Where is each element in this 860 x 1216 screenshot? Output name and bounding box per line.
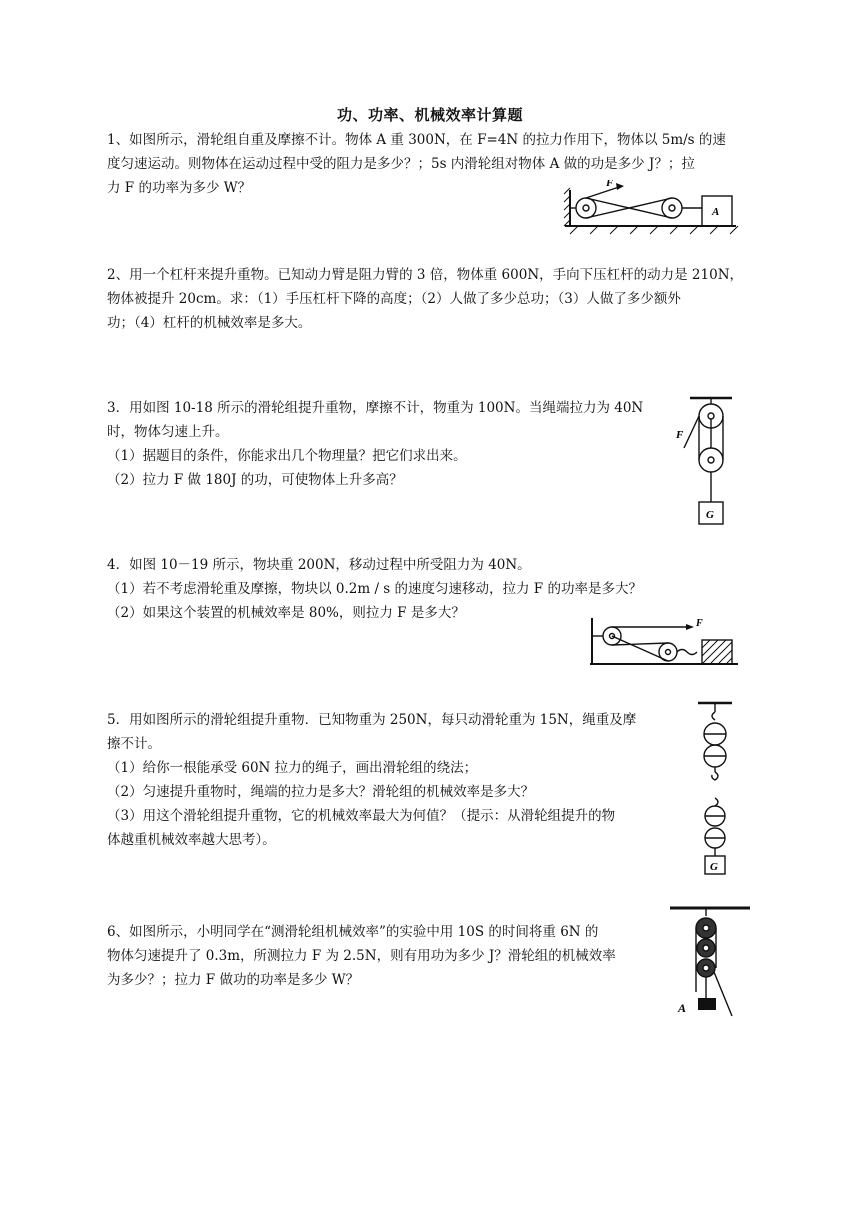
figure-4-pulley-block bbox=[582, 612, 742, 674]
figure-3-pulley-vertical bbox=[670, 390, 740, 530]
question-line: 1、如图所示，滑轮组自重及摩擦不计。物体 A 重 300N，在 F=4N 的拉力作用下，物体以 5m/s 的速 bbox=[107, 132, 726, 148]
question-line: 5．用如图所示的滑轮组提升重物．已知物重为 250N，每只动滑轮重为 15N，绳重及摩 bbox=[107, 712, 637, 728]
question-line: （1）据题目的条件，你能求出几个物理量？把它们求出来。 bbox=[107, 448, 467, 464]
figure-6-pulley-stand bbox=[668, 902, 752, 1020]
question-line: 度匀速运动。则物体在运动过程中受的阻力是多少？；5s 内滑轮组对物体 A 做的功是多少 J？；拉 bbox=[107, 156, 695, 172]
question-line: 4．如图 10－19 所示，物块重 200N，移动过程中所受阻力为 40N。 bbox=[107, 557, 531, 573]
question-line: （2）如果这个装置的机械效率是 80%，则拉力 F 是多大？ bbox=[107, 605, 465, 621]
question-2 bbox=[107, 263, 743, 335]
figure-5-pulley-sets bbox=[690, 698, 740, 880]
question-line: （3）用这个滑轮组提升重物，它的机械效率最大为何值？（提示：从滑轮组提升的物 bbox=[107, 808, 616, 824]
question-line: 力 F 的功率为多少 W？ bbox=[107, 180, 252, 196]
figure-label: A bbox=[712, 206, 720, 218]
question-line: （1）若不考虑滑轮重及摩擦，物块以 0.2m / s 的速度匀速移动，拉力 F 的功率是多大？ bbox=[107, 581, 642, 597]
question-line: （2）匀速提升重物时，绳端的拉力是多大？滑轮组的机械效率是多大？ bbox=[107, 784, 535, 800]
question-5 bbox=[107, 708, 636, 852]
page-title: 功、功率、机械效率计算题 bbox=[336, 106, 523, 124]
question-line: 功；（4）杠杆的机械效率是多大。 bbox=[107, 315, 312, 331]
question-line: 体越重机械效率越大思考）。 bbox=[107, 832, 276, 848]
question-6 bbox=[107, 920, 616, 992]
figure-label: F bbox=[606, 180, 614, 189]
question-line: 物体被提升 20cm。求：（1）手压杠杆下降的高度；（2）人做了多少总功；（3）人做了多少额外 bbox=[107, 291, 681, 307]
question-line: （2）拉力 F 做 180J 的功，可使物体上升多高？ bbox=[107, 472, 403, 488]
question-line: 2、用一个杠杆来提升重物。已知动力臂是阻力臂的 3 倍，物体重 600N，手向下压杠杆的动力是 210N， bbox=[107, 267, 744, 283]
question-line: 3．用如图 10-18 所示的滑轮组提升重物，摩擦不计，物重为 100N。当绳端拉力为 40N bbox=[107, 400, 644, 416]
question-line: 时，物体匀速上升。 bbox=[107, 424, 229, 440]
question-line: 为多少？；拉力 F 做功的功率是多少 W？ bbox=[107, 972, 360, 988]
question-line: 6、如图所示，小明同学在“测滑轮组机械效率”的实验中用 10S 的时间将重 6N 的 bbox=[107, 924, 599, 940]
figure-label: G bbox=[706, 509, 714, 521]
figure-label: F bbox=[676, 429, 684, 441]
question-line: 擦不计。 bbox=[107, 736, 161, 752]
question-line: （1）给你一根能承受 60N 拉力的绳子，画出滑轮组的绕法； bbox=[107, 760, 478, 776]
figure-label: F bbox=[696, 618, 703, 629]
figure-label: A bbox=[678, 1001, 687, 1015]
question-4 bbox=[107, 553, 642, 625]
question-3 bbox=[107, 396, 643, 492]
question-line: 物体匀速提升了 0.3m，所测拉力 F 为 2.5N，则有用功为多少 J？滑轮组的机械效率 bbox=[107, 948, 616, 964]
figure-label: G bbox=[710, 861, 718, 873]
figure-1-pulley-horizontal bbox=[560, 180, 740, 235]
